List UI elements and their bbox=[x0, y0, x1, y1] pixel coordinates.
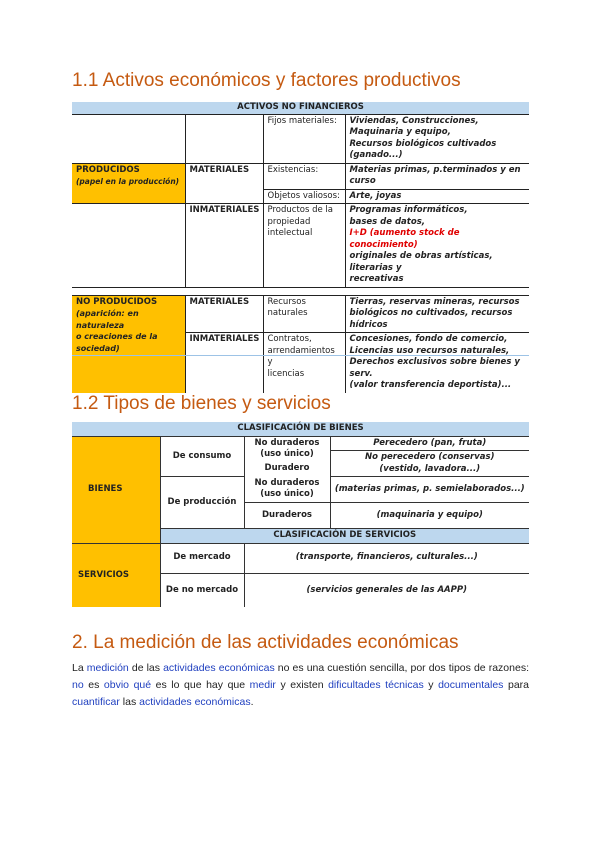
no-duraderos-label-2: No duraderos (uso único) bbox=[244, 477, 330, 503]
servicios-cell: SERVICIOS bbox=[72, 543, 160, 607]
empty-cell bbox=[72, 204, 185, 288]
keyword[interactable]: obvio bbox=[103, 679, 129, 691]
section-heading-activos: 1.1 Activos económicos y factores productivos bbox=[72, 70, 461, 91]
existencias-desc: Materias primas, p.terminados y en curso bbox=[345, 163, 529, 189]
fijos-materiales-desc: Viviendas, Construcciones, Maquinaria y equipo, Recursos biológicos cultivados (ganado...) bbox=[345, 114, 529, 163]
bienes-table-title: CLASIFICACIÓN DE BIENES bbox=[72, 422, 529, 436]
keyword[interactable]: no bbox=[72, 679, 84, 691]
recursos-naturales-label: Recursos naturales bbox=[263, 295, 345, 333]
table-divider bbox=[72, 355, 529, 356]
contratos-label: Contratos, arrendamientos y licencias bbox=[263, 333, 345, 393]
section-heading-tipos: 1.2 Tipos de bienes y servicios bbox=[72, 393, 331, 414]
propiedad-intelectual-desc: Programas informáticos, bases de datos, I+D (aumento stock de conocimiento) originales de obras artísticas, literarias y recreativas bbox=[345, 204, 529, 288]
servicios-table-title: CLASIFICACIÓN DE SERVICIOS bbox=[160, 529, 529, 544]
producidos-cell: PRODUCIDOS (papel en la producción) bbox=[72, 163, 185, 204]
de-mercado-label: De mercado bbox=[160, 543, 244, 573]
objetos-label: Objetos valiosos: bbox=[263, 189, 345, 204]
de-produccion-label: De producción bbox=[160, 477, 244, 529]
objetos-desc: Arte, joyas bbox=[345, 189, 529, 204]
materiales-label: MATERIALES bbox=[185, 163, 263, 204]
inmateriales-label: INMATERIALES bbox=[185, 204, 263, 288]
keyword[interactable]: documentales bbox=[438, 679, 504, 691]
keyword[interactable]: cuantificar bbox=[72, 696, 120, 708]
fijos-materiales-label: Fijos materiales: bbox=[263, 114, 345, 163]
duraderos-label: Duraderos bbox=[244, 503, 330, 529]
de-consumo-label: De consumo bbox=[160, 436, 244, 477]
keyword[interactable]: medir bbox=[249, 679, 276, 691]
propiedad-intelectual-label: Productos de la propiedad intelectual bbox=[263, 204, 345, 288]
inmateriales-label-2: INMATERIALES bbox=[185, 333, 263, 393]
de-no-mercado-desc: (servicios generales de las AAPP) bbox=[306, 584, 467, 595]
spacer-row bbox=[72, 287, 529, 295]
keyword[interactable]: qué bbox=[133, 679, 152, 691]
section-heading-medicion: 2. La medición de las actividades económicas bbox=[72, 632, 459, 653]
recursos-naturales-desc: Tierras, reservas mineras, recursos biológicos no cultivados, recursos hídricos bbox=[345, 295, 529, 333]
bienes-cell: BIENES bbox=[72, 436, 160, 543]
empty-cell bbox=[185, 114, 263, 163]
keyword[interactable]: dificultades técnicas bbox=[328, 679, 424, 691]
medicion-paragraph: La medición de las actividades económicas no es una cuestión sencilla, por dos tipos de razones: no es obvio qué es lo que hay que medir y existen dificultades técnicas y documentales para cuantificar las actividades económicas. bbox=[72, 662, 530, 708]
maquinaria-desc: (maquinaria y equipo) bbox=[330, 503, 529, 529]
keyword[interactable]: actividades económicas bbox=[139, 696, 251, 708]
materias-primas-desc: (materias primas, p. semielaborados...) bbox=[330, 477, 529, 503]
keyword[interactable]: medición bbox=[86, 662, 129, 674]
bienes-servicios-table bbox=[72, 422, 529, 607]
de-mercado-desc: (transporte, financieros, culturales...) bbox=[244, 543, 529, 573]
no-duraderos-label-1: No duraderos (uso único) bbox=[244, 436, 330, 462]
duradero-label: Duradero bbox=[244, 462, 330, 476]
empty-cell bbox=[72, 114, 185, 163]
activos-table bbox=[72, 102, 529, 393]
contratos-desc: Concesiones, fondo de comercio, Licencias uso recursos naturales, Derechos exclusivos sobre bienes y serv. (valor transferencia deportista)... bbox=[349, 334, 520, 390]
keyword[interactable]: actividades económicas bbox=[163, 662, 275, 674]
perecedero-desc: Perecedero (pan, fruta) bbox=[330, 436, 529, 451]
activos-table-title: ACTIVOS NO FINANCIEROS bbox=[72, 102, 529, 114]
de-no-mercado-label: De no mercado bbox=[160, 573, 244, 607]
materiales-label-2: MATERIALES bbox=[185, 295, 263, 333]
existencias-label: Existencias: bbox=[263, 163, 345, 189]
no-perecedero-desc: No perecedero (conservas) (vestido, lavadora...) bbox=[330, 451, 529, 477]
no-producidos-cell: NO PRODUCIDOS (aparición: en naturaleza o creaciones de la sociedad) bbox=[72, 295, 185, 393]
